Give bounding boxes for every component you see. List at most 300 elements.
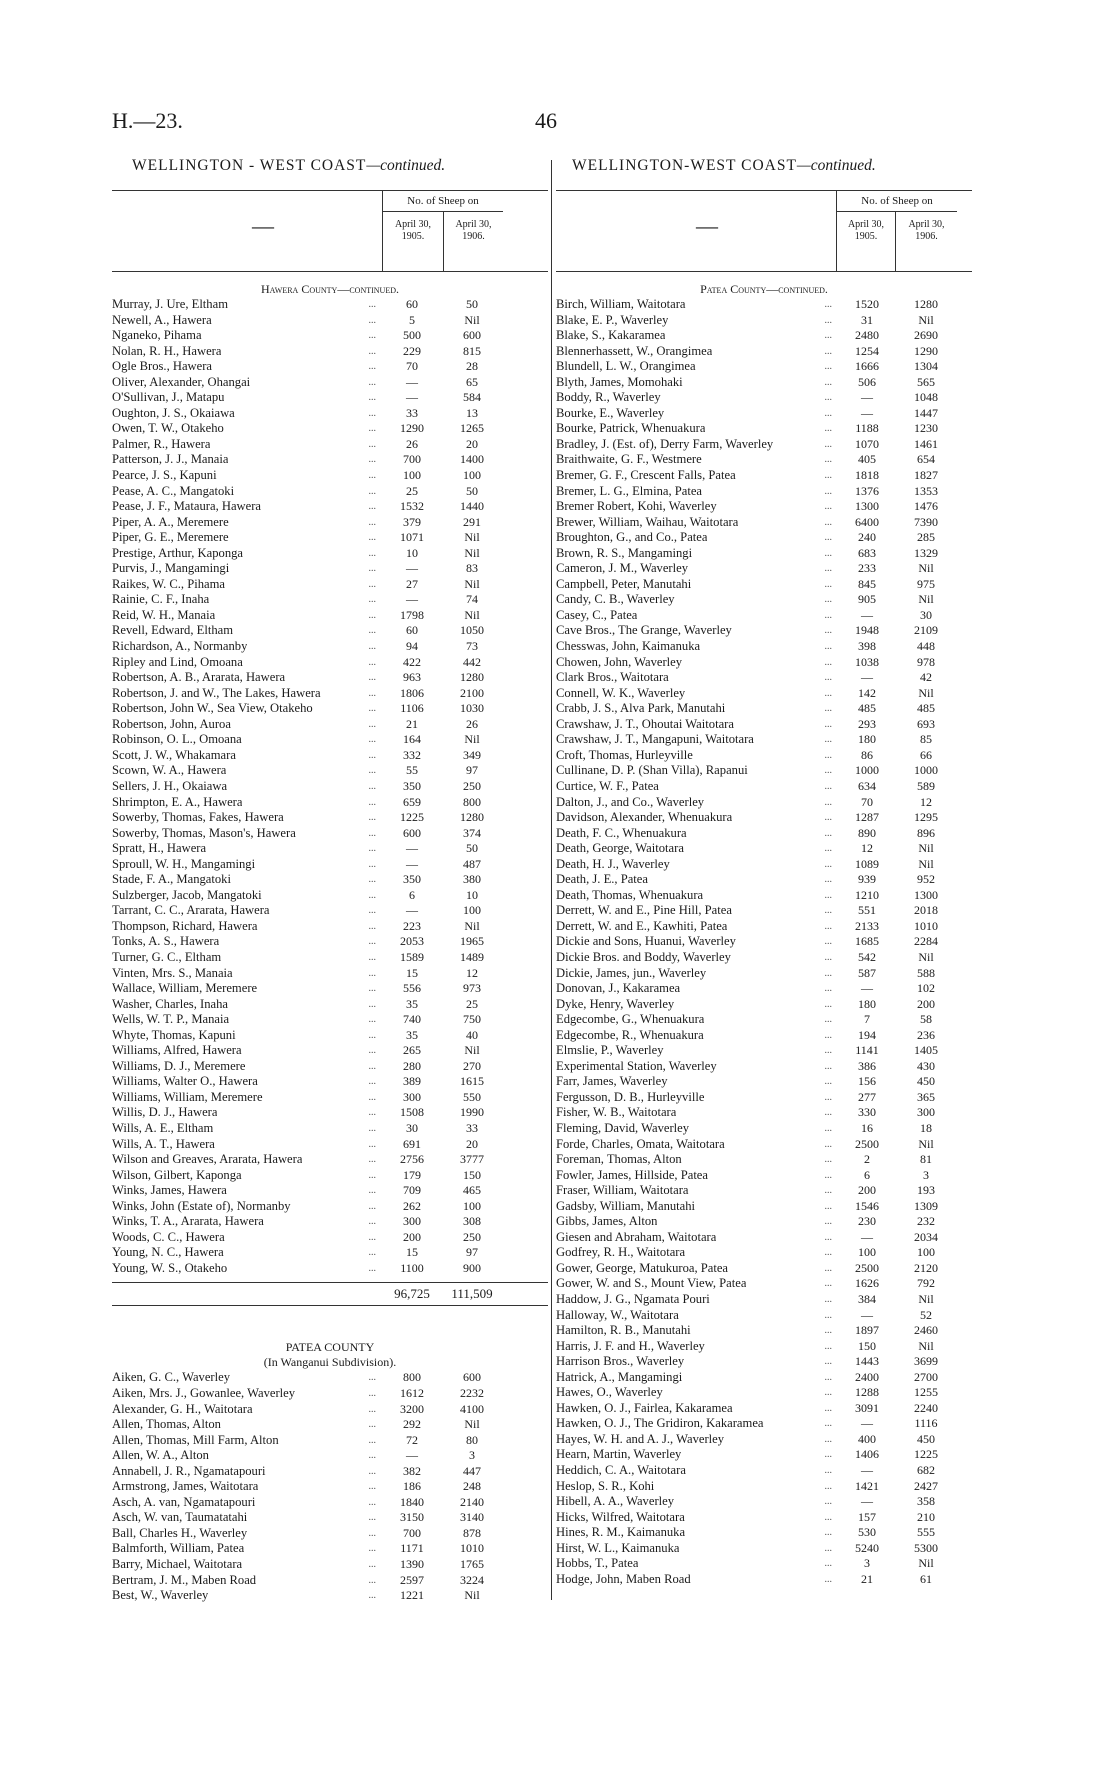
sheep-1906: 2120 [914, 1260, 938, 1275]
table-row [556, 484, 972, 500]
table-row [112, 1059, 548, 1075]
leader-dots: ... [368, 330, 376, 342]
owner-name: Hatrick, A., Mangamingi [556, 1369, 683, 1384]
owner-name: Fleming, David, Waverley [556, 1120, 690, 1135]
owner-name: Stade, F. A., Mangatoki [112, 872, 231, 887]
owner-name: Birch, William, Waitotara [556, 297, 686, 311]
sheep-1906: 285 [917, 530, 935, 545]
patea-county-heading: PATEA COUNTY [285, 1340, 375, 1355]
sheep-1905: 230 [858, 1214, 876, 1229]
owner-name: Blennerhassett, W., Orangimea [556, 343, 713, 358]
sheep-1905: 1626 [855, 1276, 879, 1291]
table-row [112, 950, 548, 966]
leader-dots: ... [368, 594, 376, 606]
left-col-1906: April 30, 1906. [443, 211, 503, 271]
sheep-1905: 15 [406, 965, 418, 980]
table-row [112, 484, 548, 500]
table-row [112, 297, 548, 313]
leader-dots: ... [824, 1480, 832, 1492]
left-heading [132, 157, 445, 175]
leader-dots: ... [824, 1262, 832, 1274]
sheep-1905: — [861, 1463, 873, 1478]
sheep-1905: — [406, 856, 418, 871]
leader-dots: ... [824, 1387, 832, 1399]
sheep-1905: 2597 [400, 1572, 424, 1587]
owner-name: Hawken, O. J., The Gridiron, Kakaramea [556, 1416, 764, 1431]
owner-name: Elmslie, P., Waverley [556, 1043, 664, 1058]
sheep-1906: 973 [463, 981, 481, 996]
sheep-1905: 1290 [400, 421, 424, 436]
sheep-1906: 430 [917, 1058, 935, 1073]
sheep-1906: 210 [917, 1509, 935, 1524]
sheep-1905: 86 [861, 747, 873, 762]
table-row [112, 748, 548, 764]
table-row [556, 1059, 972, 1075]
table-row [112, 966, 548, 982]
table-row [112, 623, 548, 639]
owner-name: Death, George, Waitotara [556, 841, 684, 856]
table-row [556, 530, 972, 546]
sheep-1905: 2133 [855, 918, 879, 933]
sheep-1906: 100 [463, 903, 481, 918]
leader-dots: ... [368, 563, 376, 575]
owner-name: Tonks, A. S., Hawera [112, 934, 220, 949]
table-row [112, 1448, 548, 1464]
table-row [556, 841, 972, 857]
sheep-1906: Nil [464, 918, 480, 933]
leader-dots: ... [824, 454, 832, 466]
leader-dots: ... [824, 470, 832, 482]
sheep-1905: 35 [406, 1027, 418, 1042]
table-row [556, 1494, 972, 1510]
table-row [556, 763, 972, 779]
sheep-1905: 1210 [855, 887, 879, 902]
table-row [556, 359, 972, 375]
sheep-1906: 584 [463, 390, 481, 405]
right-name-header: — [696, 213, 718, 238]
sheep-1906: Nil [464, 312, 480, 327]
sheep-1905: 1288 [855, 1385, 879, 1400]
table-row [112, 732, 548, 748]
sheep-1905: 382 [403, 1463, 421, 1478]
table-row [556, 795, 972, 811]
sheep-1905: 1948 [855, 623, 879, 638]
owner-name: Brewer, William, Waihau, Waitotara [556, 514, 739, 529]
leader-dots: ... [824, 1122, 832, 1134]
table-row [112, 452, 548, 468]
leader-dots: ... [368, 299, 376, 310]
sheep-1906: Nil [918, 841, 934, 856]
sheep-1906: 1304 [914, 359, 938, 374]
leader-dots: ... [824, 983, 832, 995]
sheep-1905: 1840 [400, 1494, 424, 1509]
sheep-1906: 1440 [460, 499, 484, 514]
owner-name: Reid, W. H., Manaia [112, 607, 216, 622]
right-column [556, 190, 972, 1587]
table-row [112, 1557, 548, 1573]
owner-name: Willis, D. J., Hawera [112, 1105, 218, 1120]
sheep-1905: 422 [403, 654, 421, 669]
sheep-1905: — [861, 981, 873, 996]
owner-name: Dickie, James, jun., Waverley [556, 965, 707, 980]
sheep-1905: 389 [403, 1074, 421, 1089]
sheep-1905: 1798 [400, 607, 424, 622]
sheep-1905: 405 [858, 452, 876, 467]
sheep-1905: 350 [403, 872, 421, 887]
sheep-1905: — [406, 561, 418, 576]
owner-name: Patterson, J. J., Manaia [112, 452, 229, 467]
sheep-1905: — [406, 592, 418, 607]
sheep-1905: — [861, 607, 873, 622]
right-heading [572, 157, 876, 175]
table-row [556, 748, 972, 764]
table-row [556, 997, 972, 1013]
sheep-1906: 1476 [914, 499, 938, 514]
sheep-1905: 600 [403, 825, 421, 840]
table-row [112, 857, 548, 873]
table-row [112, 1230, 548, 1246]
owner-name: Sowerby, Thomas, Fakes, Hawera [112, 810, 284, 825]
table-row [112, 701, 548, 717]
leader-dots: ... [824, 687, 832, 699]
leader-dots: ... [368, 1262, 376, 1274]
table-row [112, 919, 548, 935]
table-row [112, 1417, 548, 1433]
sheep-1905: 179 [403, 1167, 421, 1182]
owner-name: Fraser, William, Waitotara [556, 1183, 689, 1198]
owner-name: Balmforth, William, Patea [112, 1541, 245, 1556]
owner-name: Death, H. J., Waverley [556, 856, 670, 871]
sheep-1906: 800 [463, 794, 481, 809]
leader-dots: ... [824, 578, 832, 590]
owner-name: Oughton, J. S., Okaiawa [112, 405, 235, 420]
table-row [556, 1510, 972, 1526]
sheep-1906: 308 [463, 1214, 481, 1229]
owner-name: Connell, W. K., Waverley [556, 685, 686, 700]
sheep-1906: 1010 [914, 918, 938, 933]
sheep-1906: 28 [466, 359, 478, 374]
sheep-1905: 164 [403, 732, 421, 747]
sheep-1905: — [861, 405, 873, 420]
leader-dots: ... [824, 1371, 832, 1383]
leader-dots: ... [824, 672, 832, 684]
leader-dots: ... [368, 672, 376, 684]
table-row [556, 810, 972, 826]
owner-name: Winks, John (Estate of), Normanby [112, 1198, 291, 1213]
owner-name: Allen, Thomas, Alton [112, 1417, 221, 1432]
sheep-1906: Nil [464, 1043, 480, 1058]
leader-dots: ... [824, 951, 832, 963]
leader-dots: ... [368, 423, 376, 435]
owner-name: Woods, C. C., Hawera [112, 1229, 225, 1244]
owner-name: Spratt, H., Hawera [112, 841, 207, 856]
sheep-1905: 292 [403, 1417, 421, 1432]
table-row [112, 1214, 548, 1230]
table-row [112, 561, 548, 577]
sheep-1906: Nil [918, 1292, 934, 1306]
table-row [112, 390, 548, 406]
leader-dots: ... [368, 812, 376, 824]
sheep-1906: 40 [466, 1027, 478, 1042]
sheep-1905: 240 [858, 530, 876, 545]
owner-name: Chesswas, John, Kaimanuka [556, 639, 701, 654]
sheep-1905: 1589 [400, 949, 424, 964]
sheep-1906: Nil [918, 1338, 934, 1353]
sheep-1905: 659 [403, 794, 421, 809]
sheep-1906: 2460 [914, 1323, 938, 1338]
sheep-1906: 1050 [460, 623, 484, 638]
table-row [556, 561, 972, 577]
table-row [556, 546, 972, 562]
sheep-1906: 25 [466, 996, 478, 1011]
sheep-1905: 21 [861, 1571, 873, 1586]
sheep-1906: 555 [917, 1525, 935, 1540]
sheep-1905: — [861, 1229, 873, 1244]
table-row [556, 1276, 972, 1292]
table-row [556, 1214, 972, 1230]
sheep-1906: 1000 [914, 763, 938, 778]
table-row [556, 1323, 972, 1339]
sheep-1905: 905 [858, 592, 876, 607]
leader-dots: ... [824, 812, 832, 824]
sheep-1906: 1300 [914, 887, 938, 902]
table-row [556, 981, 972, 997]
sheep-1905: 332 [403, 747, 421, 762]
table-row [556, 1479, 972, 1495]
leader-dots: ... [824, 314, 832, 326]
owner-name: Nganeko, Pihama [112, 328, 202, 343]
owner-name: Asch, W. van, Taumatatahi [112, 1510, 248, 1525]
leader-dots: ... [368, 392, 376, 404]
sheep-1906: 102 [917, 981, 935, 996]
table-row [112, 313, 548, 329]
sheep-1906: 1280 [460, 670, 484, 685]
sheep-1906: 300 [917, 1105, 935, 1120]
leader-dots: ... [368, 687, 376, 699]
leader-dots: ... [824, 827, 832, 839]
sheep-1905: 100 [403, 468, 421, 483]
sheep-1906: 380 [463, 872, 481, 887]
sheep-1906: 42 [920, 670, 932, 685]
sheep-1905: 845 [858, 576, 876, 591]
sheep-1906: 85 [920, 732, 932, 747]
owner-name: Rainie, C. F., Inaha [112, 592, 210, 607]
owner-name: Brown, R. S., Mangamingi [556, 545, 693, 560]
owner-name: Candy, C. B., Waverley [556, 592, 675, 607]
leader-dots: ... [368, 376, 376, 388]
left-patea-rows [112, 1370, 548, 1603]
table-row [556, 1074, 972, 1090]
leader-dots: ... [824, 1542, 832, 1554]
owner-name: Hawes, O., Waverley [556, 1385, 663, 1400]
sheep-1905: 157 [858, 1509, 876, 1524]
leader-dots: ... [368, 407, 376, 419]
leader-dots: ... [824, 1045, 832, 1057]
table-row [556, 950, 972, 966]
table-row [556, 608, 972, 624]
table-row [556, 313, 972, 329]
sheep-1906: 1255 [914, 1385, 938, 1400]
owner-name: Bremer Robert, Kohi, Waverley [556, 499, 717, 514]
sheep-1906: Nil [464, 1417, 480, 1432]
sheep-1906: 952 [917, 872, 935, 887]
leader-dots: ... [824, 423, 832, 435]
sheep-1906: 358 [917, 1494, 935, 1509]
owner-name: Ball, Charles H., Waverley [112, 1525, 248, 1540]
sheep-1906: Nil [918, 561, 934, 576]
sheep-1906: 20 [466, 436, 478, 451]
sheep-1906: 450 [917, 1431, 935, 1446]
sheep-1905: 485 [858, 701, 876, 716]
sheep-1906: 58 [920, 1012, 932, 1027]
table-row [556, 592, 972, 608]
table-row [556, 499, 972, 515]
owner-name: Gower, W. and S., Mount View, Patea [556, 1276, 747, 1291]
table-row [112, 1043, 548, 1059]
sheep-1905: 530 [858, 1525, 876, 1540]
sheep-1906: 1230 [914, 421, 938, 436]
leader-dots: ... [824, 1060, 832, 1072]
leader-dots: ... [824, 1169, 832, 1181]
sheep-1905: 1897 [855, 1323, 879, 1338]
owner-name: Harrison Bros., Waverley [556, 1354, 685, 1369]
table-row [112, 717, 548, 733]
owner-name: Robinson, O. L., Omoana [112, 732, 242, 747]
leader-dots: ... [824, 1449, 832, 1461]
sheep-1905: 1806 [400, 685, 424, 700]
owner-name: Dickie Bros. and Boddy, Waverley [556, 949, 731, 964]
owner-name: Blake, S., Kakaramea [556, 328, 666, 343]
table-row [556, 639, 972, 655]
leader-dots: ... [368, 749, 376, 761]
table-row [112, 499, 548, 515]
table-row [556, 1090, 972, 1106]
table-row [112, 1402, 548, 1418]
owner-name: Giesen and Abraham, Waitotara [556, 1229, 717, 1244]
table-row [556, 1541, 972, 1557]
sheep-1905: — [861, 1494, 873, 1509]
owner-name: Wills, A. T., Hawera [112, 1136, 215, 1151]
leader-dots: ... [368, 998, 376, 1010]
table-row [112, 639, 548, 655]
leader-dots: ... [368, 843, 376, 855]
sheep-1906: 236 [917, 1027, 935, 1042]
table-row [556, 1168, 972, 1184]
page-number: 46 [535, 108, 557, 133]
sheep-1905: 180 [858, 996, 876, 1011]
table-row [112, 1245, 548, 1261]
sheep-1905: 5 [409, 312, 415, 327]
table-row [556, 1385, 972, 1401]
leader-dots: ... [824, 920, 832, 932]
owner-name: Wilson and Greaves, Ararata, Hawera [112, 1152, 303, 1167]
left-total-row [112, 1282, 548, 1306]
sheep-1905: 1141 [855, 1043, 879, 1058]
leader-dots: ... [368, 905, 376, 917]
table-row [112, 1464, 548, 1480]
owner-name: Croft, Thomas, Hurleyville [556, 747, 693, 762]
sheep-1906: 2690 [914, 328, 938, 343]
sheep-1905: 1225 [400, 810, 424, 825]
owner-name: Dickie and Sons, Huanui, Waverley [556, 934, 736, 949]
table-row [556, 1525, 972, 1541]
sheep-1905: 2500 [855, 1136, 879, 1151]
sheep-1905: 1100 [400, 1260, 424, 1275]
leader-dots: ... [824, 438, 832, 450]
owner-name: Allen, W. A., Alton [112, 1448, 209, 1463]
sheep-1905: 26 [406, 436, 418, 451]
leader-dots: ... [824, 936, 832, 948]
sheep-1906: 193 [917, 1183, 935, 1198]
right-col-1905: April 30, 1905. [847, 219, 885, 242]
sheep-1906: 1489 [460, 949, 484, 964]
leader-dots: ... [368, 874, 376, 886]
sheep-1906: 4100 [460, 1401, 484, 1416]
owner-name: Pease, J. F., Mataura, Hawera [112, 499, 262, 514]
table-row [556, 468, 972, 484]
sheep-1906: 693 [917, 716, 935, 731]
sheep-1905: 890 [858, 825, 876, 840]
sheep-1905: 229 [403, 343, 421, 358]
owner-name: Washer, Charles, Inaha [112, 996, 228, 1011]
sheep-1906: Nil [918, 592, 934, 607]
leader-dots: ... [368, 1138, 376, 1150]
sheep-1906: 97 [466, 763, 478, 778]
sheep-1905: 55 [406, 763, 418, 778]
leader-dots: ... [368, 1060, 376, 1072]
leader-dots: ... [824, 641, 832, 653]
total-1905: 96,725 [394, 1286, 430, 1302]
sheep-1905: — [861, 670, 873, 685]
sheep-1906: 565 [917, 374, 935, 389]
leader-dots: ... [824, 749, 832, 761]
leader-dots: ... [824, 1356, 832, 1368]
owner-name: Winks, T. A., Ararata, Hawera [112, 1214, 264, 1229]
owner-name: Turner, G. C., Eltham [112, 949, 222, 964]
owner-name: Barry, Michael, Waitotara [112, 1557, 243, 1572]
table-row [556, 919, 972, 935]
leader-dots: ... [368, 547, 376, 559]
sheep-1906: 66 [920, 747, 932, 762]
table-row [112, 841, 548, 857]
sheep-1905: 31 [861, 312, 873, 327]
sheep-1906: Nil [918, 1136, 934, 1151]
table-row [112, 1261, 548, 1277]
table-row [556, 1432, 972, 1448]
leader-dots: ... [368, 1122, 376, 1134]
table-row [112, 1199, 548, 1215]
table-row [556, 1199, 972, 1215]
sheep-1905: 21 [406, 716, 418, 731]
sheep-1905: 939 [858, 872, 876, 887]
sheep-1905: 1254 [855, 343, 879, 358]
table-row [112, 1433, 548, 1449]
sheep-1906: Nil [464, 732, 480, 747]
sheep-1906: 73 [466, 639, 478, 654]
leader-dots: ... [824, 656, 832, 668]
owner-name: Dyke, Henry, Waverley [556, 996, 675, 1011]
sheep-1906: 1353 [914, 483, 938, 498]
leader-dots: ... [824, 516, 832, 528]
owner-name: Owen, T. W., Otakeho [112, 421, 224, 436]
left-hawera-rows [112, 297, 548, 1276]
sheep-1905: 27 [406, 576, 418, 591]
leader-dots: ... [368, 345, 376, 357]
sheep-1905: 1508 [400, 1105, 424, 1120]
owner-name: Foreman, Thomas, Alton [556, 1152, 682, 1167]
leader-dots: ... [824, 1107, 832, 1119]
sheep-1905: 16 [861, 1120, 873, 1135]
